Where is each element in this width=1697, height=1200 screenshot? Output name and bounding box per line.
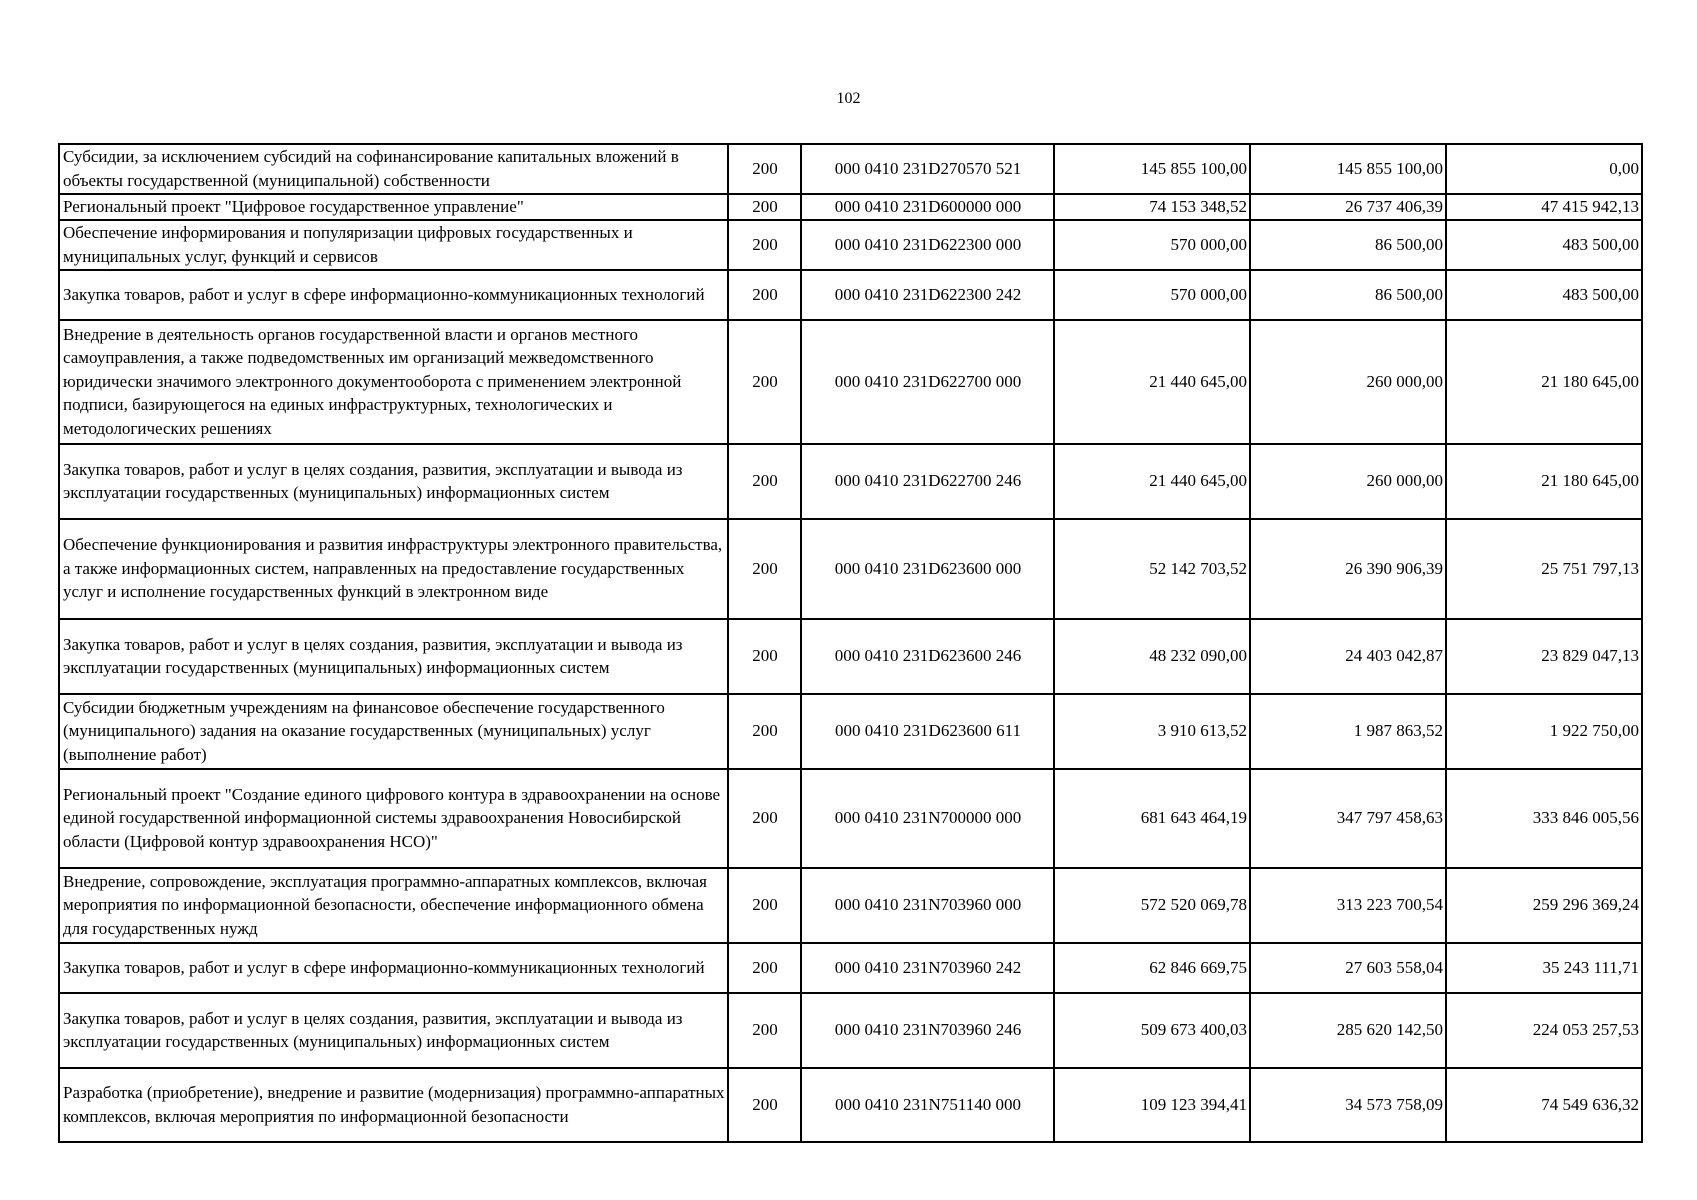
executed-amount-cell: 27 603 558,04	[1250, 943, 1446, 993]
budget-classification-code-cell: 000 0410 231D622700 000	[801, 320, 1054, 444]
budget-classification-code-cell: 000 0410 231D270570 521	[801, 144, 1054, 194]
expense-name-cell: Региональный проект "Создание единого цифрового контура в здравоохранении на основе единой государственной информационной системы здравоохранения Новосибирской области (Цифровой контур здравоохранения НСО)"	[59, 769, 728, 868]
line-code-cell: 200	[728, 868, 801, 943]
approved-amount-cell: 509 673 400,03	[1054, 993, 1250, 1068]
expense-name-cell: Закупка товаров, работ и услуг в сфере информационно-коммуникационных технологий	[59, 943, 728, 993]
budget-classification-code-cell: 000 0410 231N703960 246	[801, 993, 1054, 1068]
table-row	[59, 1068, 1642, 1142]
unexecuted-amount-cell: 259 296 369,24	[1446, 868, 1642, 943]
unexecuted-amount-cell: 21 180 645,00	[1446, 444, 1642, 519]
budget-classification-code-cell: 000 0410 231D623600 611	[801, 694, 1054, 769]
line-code-cell: 200	[728, 270, 801, 320]
budget-classification-code-cell: 000 0410 231D622700 246	[801, 444, 1054, 519]
table-row	[59, 444, 1642, 519]
approved-amount-cell: 572 520 069,78	[1054, 868, 1250, 943]
table-row	[59, 769, 1642, 868]
budget-classification-code-cell: 000 0410 231D623600 000	[801, 519, 1054, 619]
budget-classification-code-cell: 000 0410 231D600000 000	[801, 194, 1054, 220]
unexecuted-amount-cell: 1 922 750,00	[1446, 694, 1642, 769]
expense-name-cell: Закупка товаров, работ и услуг в сфере информационно-коммуникационных технологий	[59, 270, 728, 320]
unexecuted-amount-cell: 23 829 047,13	[1446, 619, 1642, 694]
unexecuted-amount-cell: 25 751 797,13	[1446, 519, 1642, 619]
approved-amount-cell: 570 000,00	[1054, 220, 1250, 270]
table-row	[59, 144, 1642, 194]
expense-name-cell: Закупка товаров, работ и услуг в целях создания, развития, эксплуатации и вывода из эксплуатации государственных (муниципальных) информационных систем	[59, 444, 728, 519]
executed-amount-cell: 86 500,00	[1250, 270, 1446, 320]
executed-amount-cell: 1 987 863,52	[1250, 694, 1446, 769]
executed-amount-cell: 24 403 042,87	[1250, 619, 1446, 694]
table-row	[59, 320, 1642, 444]
executed-amount-cell: 260 000,00	[1250, 320, 1446, 444]
executed-amount-cell: 26 737 406,39	[1250, 194, 1446, 220]
page-number: 102	[836, 90, 861, 107]
expense-name-cell: Региональный проект "Цифровое государственное управление"	[59, 194, 728, 220]
line-code-cell: 200	[728, 1068, 801, 1142]
approved-amount-cell: 52 142 703,52	[1054, 519, 1250, 619]
approved-amount-cell: 3 910 613,52	[1054, 694, 1250, 769]
approved-amount-cell: 21 440 645,00	[1054, 444, 1250, 519]
executed-amount-cell: 285 620 142,50	[1250, 993, 1446, 1068]
budget-classification-code-cell: 000 0410 231N703960 242	[801, 943, 1054, 993]
table-row	[59, 993, 1642, 1068]
approved-amount-cell: 74 153 348,52	[1054, 194, 1250, 220]
line-code-cell: 200	[728, 943, 801, 993]
budget-classification-code-cell: 000 0410 231D622300 242	[801, 270, 1054, 320]
approved-amount-cell: 570 000,00	[1054, 270, 1250, 320]
approved-amount-cell: 681 643 464,19	[1054, 769, 1250, 868]
line-code-cell: 200	[728, 519, 801, 619]
expense-name-cell: Обеспечение функционирования и развития инфраструктуры электронного правительства, а также информационных систем, направленных на предоставление государственных услуг и исполнение государственных функций в электронном виде	[59, 519, 728, 619]
unexecuted-amount-cell: 0,00	[1446, 144, 1642, 194]
approved-amount-cell: 48 232 090,00	[1054, 619, 1250, 694]
line-code-cell: 200	[728, 320, 801, 444]
executed-amount-cell: 26 390 906,39	[1250, 519, 1446, 619]
table-row	[59, 694, 1642, 769]
budget-classification-code-cell: 000 0410 231D623600 246	[801, 619, 1054, 694]
expense-name-cell: Разработка (приобретение), внедрение и развитие (модернизация) программно-аппаратных комплексов, включая мероприятия по информационной безопасности	[59, 1068, 728, 1142]
unexecuted-amount-cell: 333 846 005,56	[1446, 769, 1642, 868]
expense-name-cell: Внедрение в деятельность органов государственной власти и органов местного самоуправления, а также подведомственных им организаций межведомственного юридически значимого электронного документооборота с применением электронной подписи, базирующегося на единых инфраструктурных, технологических и методологических решениях	[59, 320, 728, 444]
executed-amount-cell: 145 855 100,00	[1250, 144, 1446, 194]
table-row	[59, 868, 1642, 943]
expense-name-cell: Субсидии, за исключением субсидий на софинансирование капитальных вложений в объекты государственной (муниципальной) собственности	[59, 144, 728, 194]
executed-amount-cell: 34 573 758,09	[1250, 1068, 1446, 1142]
unexecuted-amount-cell: 21 180 645,00	[1446, 320, 1642, 444]
approved-amount-cell: 145 855 100,00	[1054, 144, 1250, 194]
expense-name-cell: Внедрение, сопровождение, эксплуатация программно-аппаратных комплексов, включая мероприятия по информационной безопасности, обеспечение информационного обмена для государственных нужд	[59, 868, 728, 943]
budget-classification-code-cell: 000 0410 231N703960 000	[801, 868, 1054, 943]
budget-execution-table	[58, 143, 1643, 1143]
approved-amount-cell: 21 440 645,00	[1054, 320, 1250, 444]
table-row	[59, 619, 1642, 694]
executed-amount-cell: 347 797 458,63	[1250, 769, 1446, 868]
line-code-cell: 200	[728, 144, 801, 194]
executed-amount-cell: 313 223 700,54	[1250, 868, 1446, 943]
line-code-cell: 200	[728, 694, 801, 769]
unexecuted-amount-cell: 483 500,00	[1446, 220, 1642, 270]
budget-classification-code-cell: 000 0410 231D622300 000	[801, 220, 1054, 270]
expense-name-cell: Обеспечение информирования и популяризации цифровых государственных и муниципальных услуг, функций и сервисов	[59, 220, 728, 270]
line-code-cell: 200	[728, 220, 801, 270]
executed-amount-cell: 260 000,00	[1250, 444, 1446, 519]
unexecuted-amount-cell: 224 053 257,53	[1446, 993, 1642, 1068]
expense-name-cell: Закупка товаров, работ и услуг в целях создания, развития, эксплуатации и вывода из эксплуатации государственных (муниципальных) информационных систем	[59, 993, 728, 1068]
table-row	[59, 943, 1642, 993]
budget-classification-code-cell: 000 0410 231N751140 000	[801, 1068, 1054, 1142]
approved-amount-cell: 109 123 394,41	[1054, 1068, 1250, 1142]
expense-name-cell: Закупка товаров, работ и услуг в целях создания, развития, эксплуатации и вывода из эксплуатации государственных (муниципальных) информационных систем	[59, 619, 728, 694]
executed-amount-cell: 86 500,00	[1250, 220, 1446, 270]
unexecuted-amount-cell: 74 549 636,32	[1446, 1068, 1642, 1142]
expense-name-cell: Субсидии бюджетным учреждениям на финансовое обеспечение государственного (муниципального) задания на оказание государственных (муниципальных) услуг (выполнение работ)	[59, 694, 728, 769]
line-code-cell: 200	[728, 769, 801, 868]
unexecuted-amount-cell: 47 415 942,13	[1446, 194, 1642, 220]
table-row	[59, 519, 1642, 619]
line-code-cell: 200	[728, 194, 801, 220]
line-code-cell: 200	[728, 444, 801, 519]
table-row	[59, 194, 1642, 220]
line-code-cell: 200	[728, 619, 801, 694]
approved-amount-cell: 62 846 669,75	[1054, 943, 1250, 993]
budget-classification-code-cell: 000 0410 231N700000 000	[801, 769, 1054, 868]
unexecuted-amount-cell: 35 243 111,71	[1446, 943, 1642, 993]
line-code-cell: 200	[728, 993, 801, 1068]
unexecuted-amount-cell: 483 500,00	[1446, 270, 1642, 320]
table-row	[59, 220, 1642, 270]
table-row	[59, 270, 1642, 320]
